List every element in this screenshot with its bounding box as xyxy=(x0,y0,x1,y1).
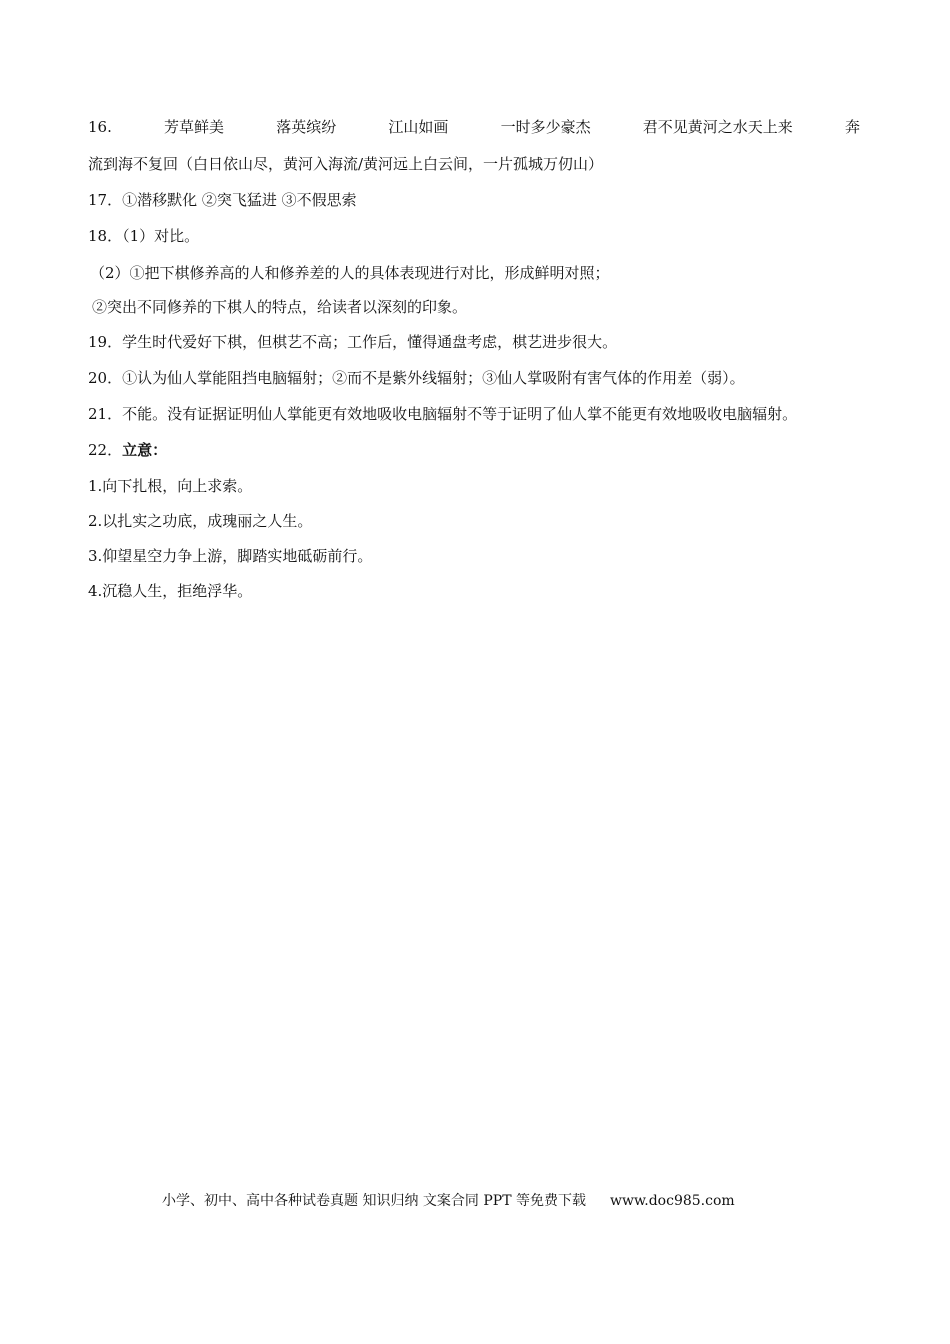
footer-text: 小学、初中、高中各种试卷真题 知识归纳 文案合同 PPT 等免费下载 xyxy=(162,1193,586,1209)
theme-point-2: 2.以扎实之功底，成瑰丽之人生。 xyxy=(88,512,313,530)
footer-url: www.doc985.com xyxy=(609,1193,735,1209)
answer-17: 17．①潜移默化 ②突飞猛进 ③不假思索 xyxy=(88,191,357,209)
answer-19: 19．学生时代爱好下棋，但棋艺不高；工作后，懂得通盘考虑，棋艺进步很大。 xyxy=(88,333,618,351)
answer-22-label: 立意： xyxy=(122,441,168,459)
answer-21: 21．不能。没有证据证明仙人掌能更有效地吸收电脑辐射不等于证明了仙人掌不能更有效地吸收电脑辐射。 xyxy=(88,405,798,423)
answer-16-continuation: 流到海不复回（白日依山尽，黄河入海流/黄河远上白云间，一片孤城万仞山） xyxy=(88,155,604,173)
answer-22-heading xyxy=(88,440,167,460)
answer-16-item-4: 一时多少豪杰 xyxy=(500,118,591,136)
theme-point-1: 1.向下扎根，向上求索。 xyxy=(88,477,253,495)
page-footer xyxy=(162,1191,735,1211)
answer-16-item-2: 落英缤纷 xyxy=(276,118,337,136)
answer-16-item-6: 奔 xyxy=(844,118,860,136)
answer-16 xyxy=(88,117,860,137)
answer-16-number: 16. xyxy=(88,118,112,136)
answer-18-part-1: 18．（1）对比。 xyxy=(88,227,200,245)
answer-18-part-2b: ②突出不同修养的下棋人的特点，给读者以深刻的印象。 xyxy=(92,298,468,316)
answer-22-number: 22． xyxy=(88,441,123,459)
theme-point-4: 4.沉稳人生，拒绝浮华。 xyxy=(88,582,253,600)
answer-16-item-3: 江山如画 xyxy=(388,118,449,136)
answer-20: 20．①认为仙人掌能阻挡电脑辐射；②而不是紫外线辐射；③仙人掌吸附有害气体的作用差（弱）。 xyxy=(88,369,745,387)
answer-18-part-2: （2）①把下棋修养高的人和修养差的人的具体表现进行对比，形成鲜明对照； xyxy=(90,264,610,282)
answer-16-item-1: 芳草鲜美 xyxy=(164,118,225,136)
theme-point-3: 3.仰望星空力争上游，脚踏实地砥砺前行。 xyxy=(88,547,373,565)
answer-16-item-5: 君不见黄河之水天上来 xyxy=(642,118,793,136)
